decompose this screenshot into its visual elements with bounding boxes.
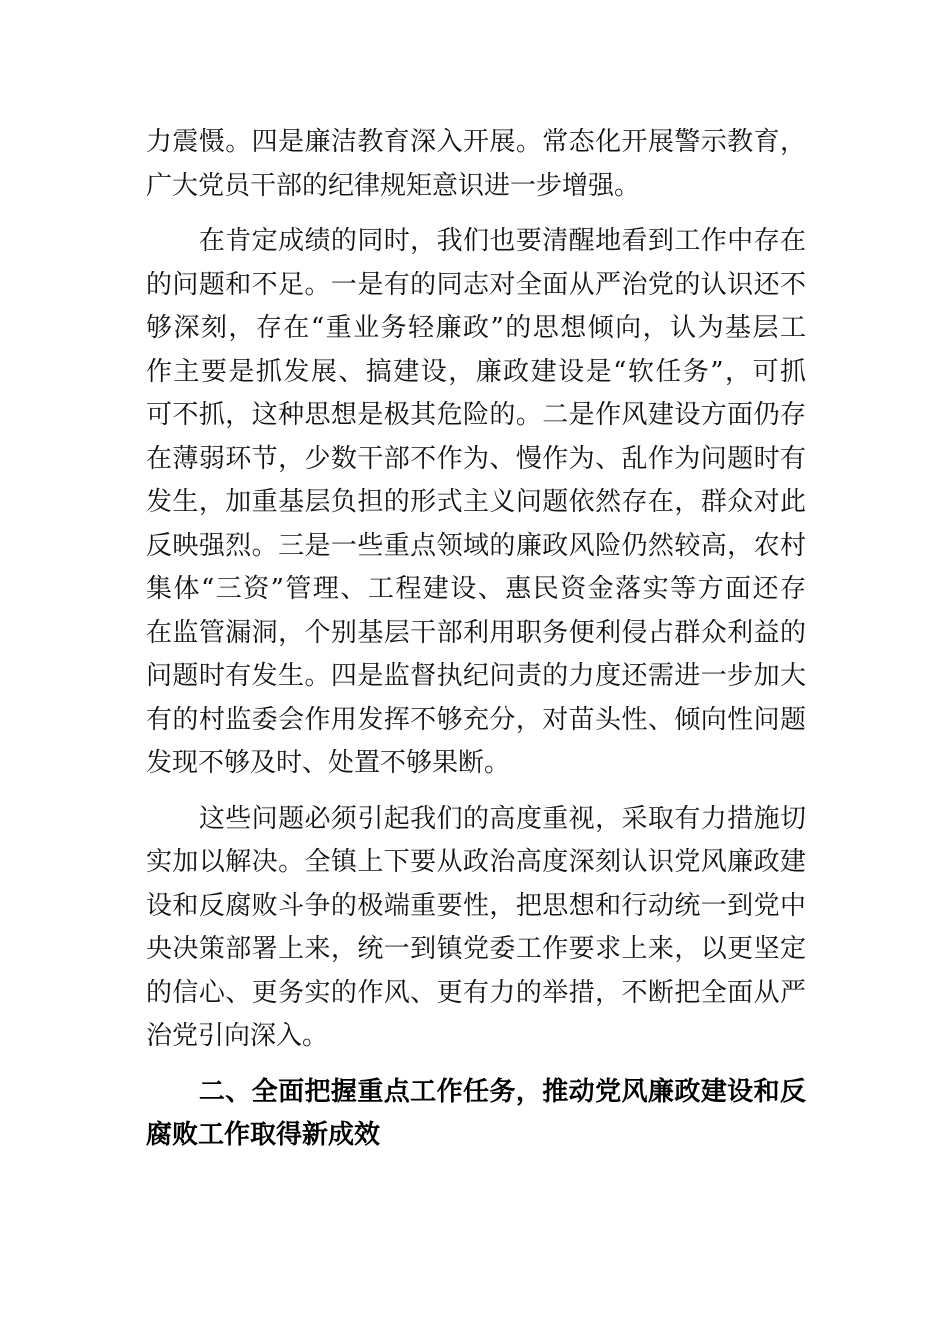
text-line: 这些问题必须引起我们的高度重视，采取有力措施切 — [146, 803, 806, 834]
text-line: 的信心、更务实的作风、更有力的举措，不断把全面从严 — [146, 977, 806, 1008]
text-line: 力震慑。四是廉洁教育深入开展。常态化开展警示教育， — [146, 127, 806, 157]
text-line: 问题时有发生。四是监督执纪问责的力度还需进一步加大 — [146, 661, 806, 691]
text-line: 有的村监委会作用发挥不够充分，对苗头性、倾向性问题 — [146, 704, 806, 735]
paragraph-problems-and-shortcomings — [146, 220, 806, 786]
text-line: 可不抓，这种思想是极其危险的。二是作风建设方面仍存 — [146, 400, 806, 430]
text-line: 实加以解决。全镇上下要从政治高度深刻认识党风廉政建 — [146, 847, 806, 877]
text-line: 集体“三资”管理、工程建设、惠民资金落实等方面还存 — [146, 574, 806, 604]
text-line: 发生，加重基层负担的形式主义问题依然存在，群众对此 — [146, 487, 806, 517]
section-heading-two — [146, 1071, 806, 1158]
text-line: 治党引向深入。 — [146, 1021, 329, 1051]
text-line: 在肯定成绩的同时，我们也要清醒地看到工作中存在 — [146, 226, 806, 256]
paragraph-discipline-education — [146, 121, 806, 208]
heading-line: 二、全面把握重点工作任务，推动党风廉政建设和反 — [146, 1076, 806, 1107]
text-line: 设和反腐败斗争的极端重要性，把思想和行动统一到党中 — [146, 890, 806, 921]
text-line: 反映强烈。三是一些重点领域的廉政风险仍然较高，农村 — [146, 530, 806, 561]
text-line: 够深刻，存在“重业务轻廉政”的思想倾向，认为基层工 — [146, 313, 806, 343]
text-line: 的问题和不足。一是有的同志对全面从严治党的认识还不 — [146, 269, 806, 300]
text-line: 广大党员干部的纪律规矩意识进一步增强。 — [146, 170, 641, 201]
text-line: 央决策部署上来，统一到镇党委工作要求上来，以更坚定 — [146, 934, 806, 964]
text-line: 在薄弱环节，少数干部不作为、慢作为、乱作为问题时有 — [146, 443, 806, 474]
document-body — [146, 121, 806, 1158]
heading-line: 腐败工作取得新成效 — [146, 1120, 381, 1150]
text-line: 在监管漏洞，个别基层干部利用职务便利侵占群众利益的 — [146, 617, 806, 648]
text-line: 作主要是抓发展、搞建设，廉政建设是“软任务”，可抓 — [146, 356, 806, 387]
text-line: 发现不够及时、处置不够果断。 — [146, 748, 511, 778]
paragraph-attention-and-measures — [146, 798, 806, 1059]
